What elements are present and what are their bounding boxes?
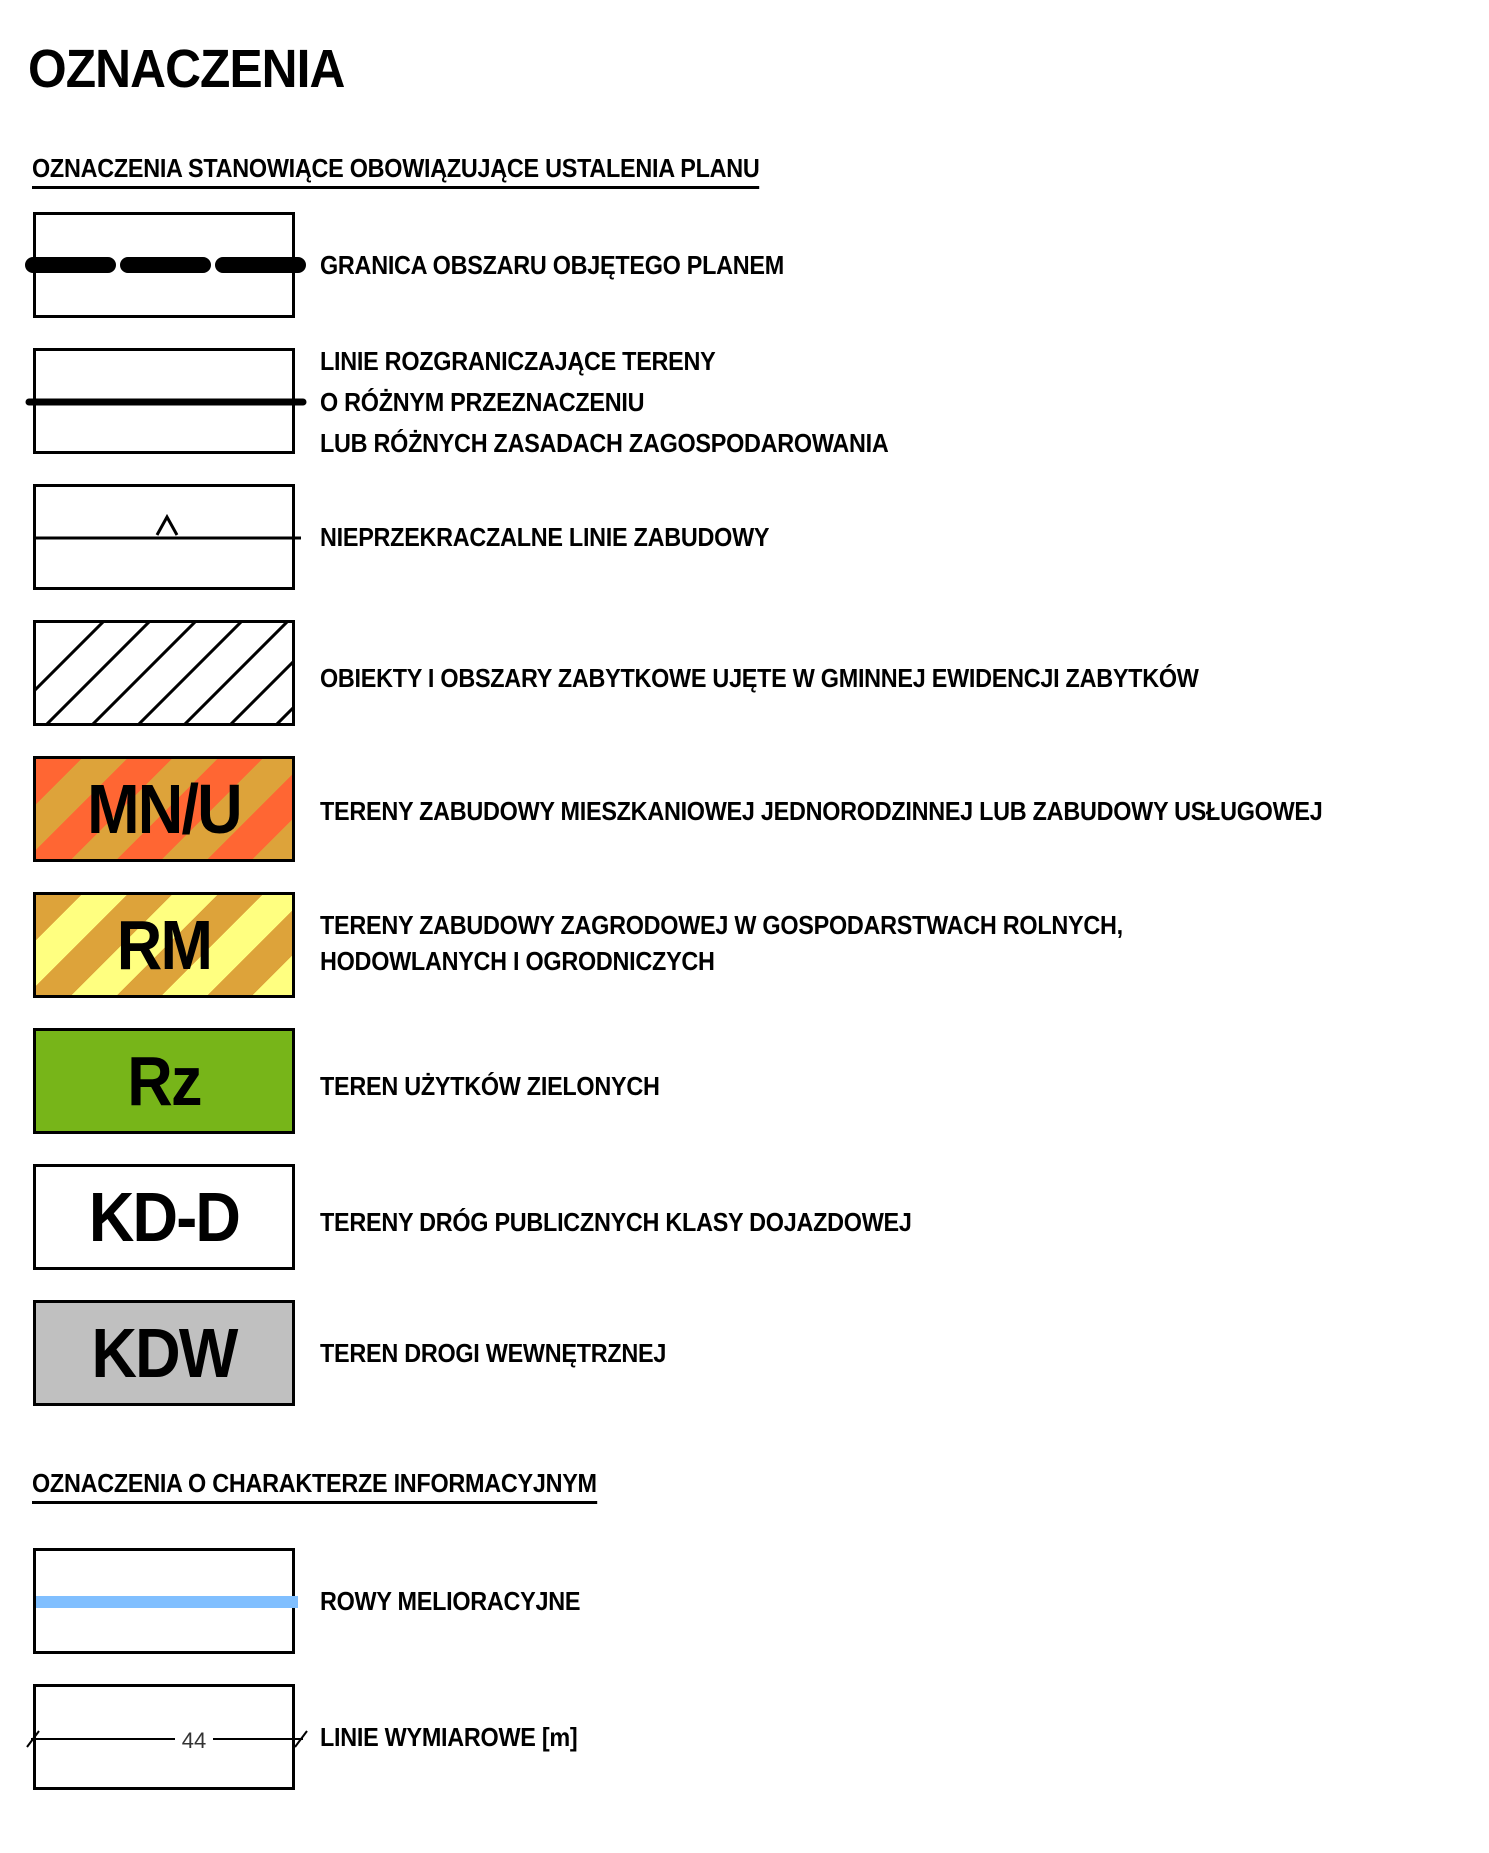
- blue-ditch-line-icon: [33, 1548, 301, 1660]
- label-line: TEREN DROGI WEWNĘTRZNEJ: [320, 1338, 667, 1368]
- label-heritage-area: [320, 658, 1199, 699]
- solid-line-icon: [33, 348, 301, 460]
- zone-code: KDW: [91, 1314, 237, 1392]
- label-zone-kdw: [320, 1333, 666, 1374]
- label-line: TERENY DRÓG PUBLICZNYCH KLASY DOJAZDOWEJ: [320, 1207, 912, 1237]
- label-line: OBIEKTY I OBSZARY ZABYTKOWE UJĘTE W GMINNEJ EWIDENCJI ZABYTKÓW: [320, 663, 1199, 693]
- symbol-heritage-area: [33, 620, 295, 726]
- label-drainage-ditches: [320, 1581, 580, 1622]
- legend-title: OZNACZENIA: [28, 39, 345, 99]
- label-line: O RÓŻNYM PRZEZNACZENIU: [320, 387, 645, 417]
- label-line: HODOWLANYCH I OGRODNICZYCH: [320, 946, 715, 976]
- dashed-boundary-line-icon: [33, 212, 301, 324]
- symbol-zone-rz: [33, 1028, 295, 1134]
- label-zone-rz: [320, 1066, 660, 1107]
- label-dimension-lines: [320, 1717, 577, 1758]
- label-building-lines: [320, 517, 769, 558]
- label-line: NIEPRZEKRACZALNE LINIE ZABUDOWY: [320, 522, 770, 552]
- label-line: TERENY ZABUDOWY MIESZKANIOWEJ JEDNORODZINNEJ LUB ZABUDOWY USŁUGOWEJ: [320, 796, 1323, 826]
- label-zone-kdd: [320, 1202, 912, 1243]
- symbol-building-lines: [33, 484, 295, 590]
- section-heading-informational: OZNACZENIA O CHARAKTERZE INFORMACYJNYM: [32, 1468, 597, 1504]
- hatch-pattern-icon: [33, 620, 295, 726]
- zone-code: Rz: [127, 1042, 201, 1120]
- zone-code: KD-D: [88, 1178, 240, 1256]
- label-plan-boundary: [320, 245, 784, 286]
- dimension-value: 44: [181, 1728, 207, 1753]
- label-line: TERENY ZABUDOWY ZAGRODOWEJ W GOSPODARSTWACH ROLNYCH,: [320, 910, 1123, 940]
- building-line-caret-icon: [33, 484, 301, 596]
- symbol-dividing-lines: [33, 348, 295, 454]
- symbol-plan-boundary: [33, 212, 295, 318]
- symbol-zone-kdw: [33, 1300, 295, 1406]
- symbol-zone-rm: [33, 892, 295, 998]
- symbol-zone-kdd: [33, 1164, 295, 1270]
- label-zone-mnu: [320, 791, 1322, 832]
- section-heading-binding: OZNACZENIA STANOWIĄCE OBOWIĄZUJĄCE USTALENIA PLANU: [32, 153, 759, 189]
- label-line: ROWY MELIORACYJNE: [320, 1586, 581, 1616]
- symbol-drainage-ditches: [33, 1548, 295, 1654]
- dimension-line-icon: [33, 1684, 301, 1796]
- label-line: LINIE WYMIAROWE [m]: [320, 1722, 578, 1752]
- label-line: LUB RÓŻNYCH ZASADACH ZAGOSPODAROWANIA: [320, 428, 889, 458]
- zone-code: MN/U: [87, 770, 241, 848]
- symbol-zone-mnu: [33, 756, 295, 862]
- label-zone-rm: [320, 907, 1123, 979]
- label-line: GRANICA OBSZARU OBJĘTEGO PLANEM: [320, 250, 784, 280]
- symbol-dimension-lines: [33, 1684, 295, 1790]
- label-line: TEREN UŻYTKÓW ZIELONYCH: [320, 1071, 660, 1101]
- zone-code: RM: [116, 906, 212, 984]
- label-line: LINIE ROZGRANICZAJĄCE TERENY: [320, 346, 716, 376]
- label-dividing-lines: [320, 341, 889, 464]
